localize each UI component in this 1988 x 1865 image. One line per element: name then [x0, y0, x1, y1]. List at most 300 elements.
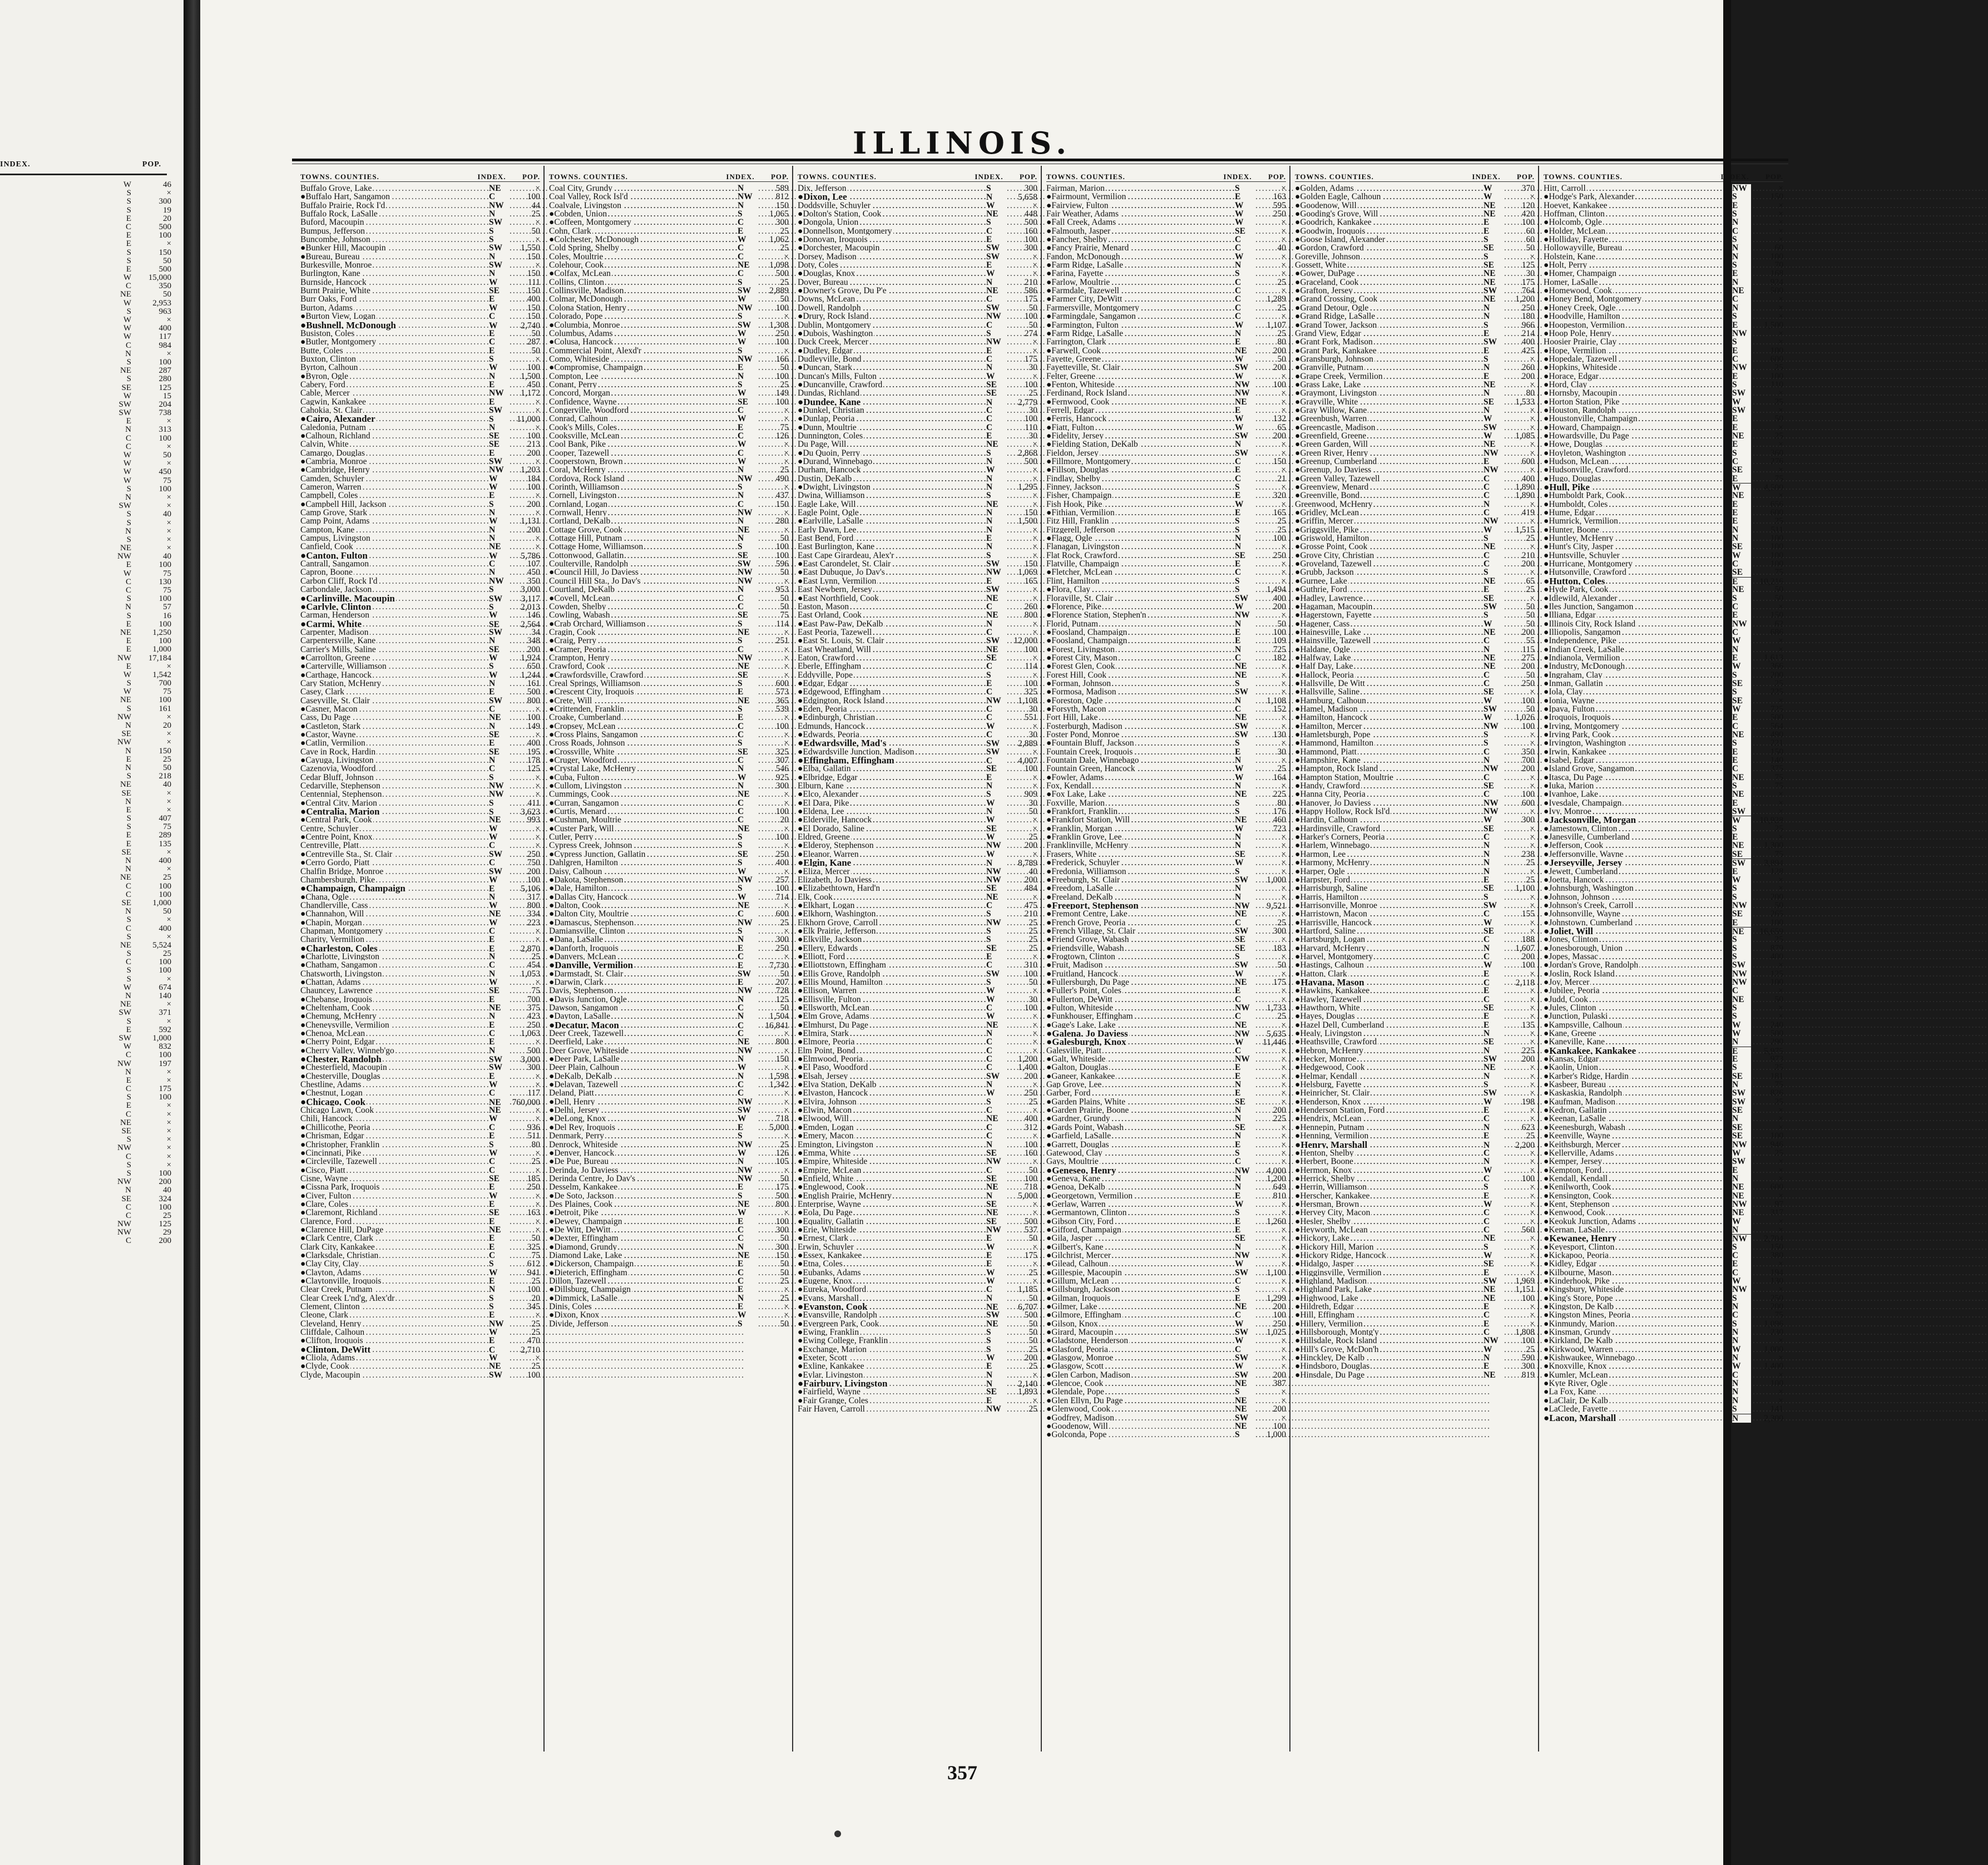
town-county: ●Ivanhoe, Lake [1544, 790, 1599, 799]
town-county: ●East Paw-Paw, DeKalb [798, 619, 884, 629]
town-entry [798, 432, 1037, 440]
town-index: E [1483, 1192, 1502, 1200]
town-entry [1295, 671, 1535, 679]
town-county: ●Fox Lake, Lake [1046, 790, 1107, 799]
town-column [1538, 166, 1787, 1751]
left-page-row [0, 950, 171, 958]
town-cell [798, 491, 986, 500]
town-population: × [1502, 995, 1535, 1004]
town-population: × [508, 935, 540, 944]
town-index: E [1483, 970, 1502, 978]
town-entry [549, 585, 789, 594]
town-population: × [1005, 338, 1037, 346]
town-cell [1046, 389, 1235, 397]
town-entry [1046, 389, 1286, 397]
town-entry [1544, 671, 1783, 679]
town-county: East Cape Girardeau, Alex'r [798, 551, 895, 560]
town-population: × [1254, 1251, 1286, 1260]
town-cell [798, 790, 986, 798]
town-entry [798, 1320, 1037, 1328]
town-county: ●Homer, Champaign [1544, 269, 1618, 278]
left-page-row [0, 1186, 171, 1195]
town-county: ●Exeter, Scott [798, 1353, 848, 1363]
left-page-row [0, 620, 171, 629]
town-population: × [1005, 440, 1037, 448]
town-cell [1046, 1098, 1235, 1106]
town-index: S [1235, 577, 1254, 585]
left-page-index: C [98, 1203, 138, 1212]
town-entry [1295, 1269, 1535, 1277]
town-cell [1544, 790, 1732, 798]
town-population: × [1502, 919, 1535, 927]
town-entry [798, 1285, 1037, 1294]
town-county: ●Frederick, Schuyler [1046, 858, 1121, 867]
town-cell [798, 1183, 986, 1191]
town-entry [1544, 748, 1783, 756]
town-population: 100 [1005, 415, 1037, 423]
town-index: NW [738, 919, 756, 927]
town-index: E [986, 1251, 1005, 1260]
town-population: 5,106 [508, 885, 540, 893]
town-index: N [738, 1243, 756, 1251]
town-county: Fountain Green, Hancock [1046, 764, 1136, 773]
left-page-index: E [98, 561, 138, 569]
town-cell [300, 1226, 489, 1234]
town-county: ●Fruitland, Hancock [1046, 969, 1119, 979]
town-county: ●Channahon, Will [300, 909, 365, 919]
town-cell [300, 440, 489, 448]
town-entry [1046, 329, 1286, 338]
town-entry [798, 1226, 1037, 1234]
town-index: SW [986, 1072, 1005, 1080]
town-county: ●Fullersburgh, Du Page [1046, 978, 1130, 987]
town-population: 25 [1005, 1098, 1037, 1106]
town-cell [1544, 679, 1732, 688]
town-index: SW [1483, 705, 1502, 713]
town-population: × [508, 509, 540, 517]
town-county: Byrton, Calhoun [300, 363, 359, 372]
town-population: 375 [508, 1004, 540, 1012]
town-entry [1046, 253, 1286, 261]
town-cell [1046, 688, 1235, 696]
town-entry [1544, 1269, 1783, 1277]
town-county: Cisne, Wayne [300, 1174, 349, 1183]
left-page-index: SW [98, 502, 138, 510]
town-index: N [986, 483, 1005, 491]
town-county: ●Chemung, McHenry [300, 1012, 378, 1021]
town-entry [549, 986, 789, 995]
town-entry [300, 551, 540, 560]
town-cell [798, 1200, 986, 1208]
town-index: E [1483, 457, 1502, 466]
left-page-index: N [98, 426, 138, 434]
town-county: Colorado, Pope [549, 312, 604, 321]
town-cell [300, 1183, 489, 1191]
left-page-row [0, 958, 171, 966]
town-index: W [1483, 713, 1502, 722]
town-cell [549, 269, 738, 278]
town-index: C [489, 1346, 508, 1354]
town-county: ●Custer Park, Will [549, 824, 615, 833]
town-entry [549, 398, 789, 406]
town-county: ●Dale, Hamilton [549, 884, 609, 893]
town-population: × [1005, 953, 1037, 961]
town-entry [1544, 269, 1783, 278]
town-index: E [1732, 500, 1751, 509]
town-population: × [1751, 423, 1783, 432]
town-county: ●Hurricane, Montgomery [1544, 559, 1634, 569]
town-population: 128 [1751, 867, 1783, 876]
town-county: ●Harrisville, Hancock [1295, 918, 1373, 927]
town-index: E [1732, 799, 1751, 807]
town-county: ●Iroquois, Iroquois [1544, 713, 1611, 722]
town-entry [1295, 193, 1535, 201]
left-page-pop: 738 [138, 409, 171, 417]
town-cell [300, 722, 489, 731]
town-county: ●Hudson, McLean [1544, 457, 1610, 466]
town-county: ●Emma, White [798, 1148, 852, 1158]
town-index: C [738, 910, 756, 918]
town-county: Cleone, Clark [300, 1310, 349, 1320]
town-entry [798, 1336, 1037, 1345]
town-cell [300, 526, 489, 534]
town-cell [1295, 859, 1483, 867]
town-cell [549, 1175, 738, 1183]
town-county: Crawford, Cook [549, 662, 606, 671]
town-index: NE [1235, 1021, 1254, 1029]
town-population: × [756, 1063, 789, 1072]
left-page-row [0, 215, 171, 223]
town-population: 300 [1502, 1362, 1535, 1370]
town-county: ●French Grove, Peoria [1046, 918, 1126, 927]
town-cell [1295, 269, 1483, 278]
town-index: S [1235, 184, 1254, 193]
town-county: ●Foosland, Champaign [1046, 636, 1128, 645]
town-entry [549, 1175, 789, 1183]
town-county: ●Chapin, Morgan [300, 918, 363, 927]
town-population: 100 [1751, 560, 1783, 568]
town-county: ●Chebanse, Iroquois [300, 995, 373, 1004]
town-county: ●Dalton City, Moultrie [549, 909, 630, 919]
town-county: ●Hagaman, Macoupin [1295, 602, 1373, 611]
town-county: ●Kellerville, Adams [1544, 1148, 1615, 1158]
left-page-pop: 371 [138, 1009, 171, 1017]
town-population: × [1751, 1106, 1783, 1114]
town-population: 623 [1502, 1123, 1535, 1132]
town-entry [1544, 253, 1783, 261]
town-county: Easton, Mason [798, 602, 850, 611]
town-entry [1295, 577, 1535, 585]
town-cell [798, 304, 986, 312]
town-index: SW [1483, 423, 1502, 432]
town-population: 686 [1751, 628, 1783, 637]
town-entry [300, 304, 540, 312]
town-population: × [756, 628, 789, 637]
left-page-row [0, 1127, 171, 1136]
town-entry [300, 850, 540, 859]
town-index: S [1732, 1320, 1751, 1328]
town-county: ●Freedom, LaSalle [1046, 884, 1114, 893]
town-population: 50 [756, 1260, 789, 1268]
town-cell [300, 1217, 489, 1226]
town-population: 75 [508, 986, 540, 995]
town-cell [1046, 1362, 1235, 1370]
town-cell [549, 986, 738, 995]
town-index: N [1235, 542, 1254, 551]
town-cell [798, 1208, 986, 1217]
town-entry [1544, 551, 1783, 560]
town-cell [1046, 1269, 1235, 1277]
left-page-index: C [98, 342, 138, 350]
town-population: 420 [1502, 210, 1535, 218]
town-cell [549, 475, 738, 483]
town-county: ●Hutsonville, Crawford [1544, 568, 1628, 577]
town-county: ●Hartsburgh, Logan [1295, 935, 1366, 944]
town-population: 181 [1751, 1072, 1783, 1080]
town-cell [1295, 355, 1483, 363]
town-index: NW [738, 1175, 756, 1183]
town-index: NW [489, 790, 508, 798]
town-population: 188 [1502, 935, 1535, 944]
town-county: Campus, Livingston [300, 534, 372, 543]
town-county: Clement, Clinton [300, 1302, 361, 1311]
town-cell [1544, 329, 1732, 338]
town-population: × [1254, 1021, 1286, 1029]
left-page-index: NE [98, 781, 138, 789]
left-page-index: NW [98, 654, 138, 663]
town-population: 484 [1005, 884, 1037, 892]
town-index: C [986, 227, 1005, 235]
town-county: ●LaClede, Fayette [1544, 1404, 1609, 1414]
town-cell [300, 1243, 489, 1251]
town-population: × [1005, 1277, 1037, 1285]
town-county: Coal Valley, Rock Isl'd [549, 192, 629, 201]
town-cell [1295, 825, 1483, 833]
town-county: ●Goodenow, Will [1046, 1422, 1109, 1431]
town-population: 551 [1005, 713, 1037, 722]
town-county: Croake, Cumberland [549, 713, 622, 722]
town-county: ●Elizabethtown, Hard'n [798, 884, 881, 893]
town-index: SE [1483, 927, 1502, 935]
town-cell [1046, 859, 1235, 867]
town-index: N [1483, 1029, 1502, 1038]
town-population: 600 [1751, 509, 1783, 517]
town-county: ●Chana, Ogle [300, 892, 350, 902]
town-index: W [738, 1208, 756, 1217]
left-page-pop: 17,184 [138, 654, 171, 663]
town-population: × [1502, 449, 1535, 457]
town-entry [1295, 423, 1535, 432]
town-county: Clyde, Macoupin [300, 1370, 362, 1380]
town-population: 500 [1005, 1217, 1037, 1226]
town-cell [549, 355, 738, 363]
town-cell [549, 978, 738, 986]
town-index: N [986, 1294, 1005, 1302]
town-county: Cliffdale, Calhoun [300, 1328, 365, 1337]
town-county: Cleveland, Henry [300, 1319, 362, 1329]
town-population: 175 [1254, 978, 1286, 986]
town-population: × [1502, 1080, 1535, 1089]
town-entry [798, 1123, 1037, 1132]
left-page-index: E [98, 1102, 138, 1110]
town-county: ●Harristown, Macon [1295, 909, 1368, 919]
town-county: ●Grant Fork, Madison [1295, 337, 1374, 347]
town-entry [549, 526, 789, 534]
town-cell [549, 705, 738, 713]
town-county: ●Ionia, Wayne [1544, 696, 1595, 705]
town-county: ●Del Rey, Iroquois [549, 1123, 616, 1132]
town-population: × [1254, 611, 1286, 619]
town-index: W [1483, 919, 1502, 927]
left-page-index: N [98, 907, 138, 916]
town-entry [300, 475, 540, 483]
town-entry [300, 790, 540, 798]
town-population: 50 [1502, 244, 1535, 252]
town-population: 25 [756, 1294, 789, 1302]
town-cell [1544, 1149, 1732, 1157]
town-population: 600 [1751, 1183, 1783, 1191]
town-index: E [1235, 637, 1254, 645]
town-population: × [1751, 312, 1783, 320]
left-page-index: W [98, 333, 138, 341]
town-population: × [1005, 526, 1037, 534]
town-entry [1544, 654, 1783, 662]
town-county: Eldred, Greene [798, 832, 851, 842]
town-county: ●Eola, Du Page [798, 1208, 853, 1217]
left-page-row [0, 790, 171, 798]
town-county: ●Griswold, Hamilton [1295, 534, 1370, 543]
town-county: Ferrell, Edgar [1046, 406, 1095, 415]
town-population: × [1005, 1106, 1037, 1114]
town-county: ●Jerseyville, Jersey [1544, 857, 1624, 868]
town-county: Crampton, Henry [549, 653, 610, 663]
town-index: W [1235, 253, 1254, 261]
town-index: S [489, 662, 508, 670]
town-entry [1295, 1149, 1535, 1157]
town-index: W [986, 986, 1005, 995]
town-population: × [1005, 1038, 1037, 1046]
town-entry [1295, 679, 1535, 688]
left-page-index: S [98, 1018, 138, 1026]
town-county: Capron, Boone [300, 568, 354, 577]
town-population: 200 [1502, 628, 1535, 637]
town-county: ●Freeland, DeKalb [1046, 892, 1114, 902]
town-cell [300, 432, 489, 440]
town-cell [300, 850, 489, 859]
town-index: W [738, 1063, 756, 1072]
town-entry [300, 884, 540, 892]
town-entry [300, 440, 540, 448]
town-index: C [1732, 1311, 1751, 1319]
town-index: E [1732, 748, 1751, 756]
town-county: ●Butler, Montgomery [300, 337, 377, 347]
town-county: ●Fairmount, Vermilion [1046, 192, 1127, 201]
town-county: Flint, Hamilton [1046, 576, 1101, 586]
town-index: S [738, 347, 756, 355]
town-entry [798, 679, 1037, 688]
town-entry [549, 1089, 789, 1097]
town-population: 300 [756, 218, 789, 226]
town-population: 250 [1005, 1089, 1037, 1097]
town-cell [1046, 1012, 1235, 1020]
town-population: 511 [1751, 526, 1783, 534]
town-county: ●Evans, Marshall [798, 1294, 860, 1303]
town-population: 1,151 [1502, 1285, 1535, 1294]
town-index: W [1732, 1345, 1751, 1354]
town-population: × [1502, 867, 1535, 876]
town-entry [300, 986, 540, 995]
town-population: 163 [1254, 193, 1286, 201]
town-county: Eagle Lake, Will [798, 500, 857, 509]
town-entry [798, 269, 1037, 278]
town-population: × [1502, 1114, 1535, 1123]
town-entry [1295, 893, 1535, 901]
town-county: Downs, McLean [798, 294, 856, 304]
left-page-row [0, 1136, 171, 1144]
town-entry [798, 355, 1037, 363]
town-population: 2,710 [508, 1346, 540, 1354]
left-page-index: SE [98, 899, 138, 907]
town-entry [1046, 841, 1286, 850]
left-page-index: S [98, 206, 138, 215]
header-pop: POP. [511, 172, 540, 181]
town-cell [549, 867, 738, 876]
town-population: 126 [756, 432, 789, 440]
town-population: × [1005, 748, 1037, 756]
town-index: S [489, 1302, 508, 1311]
town-cell [1046, 193, 1235, 201]
left-page-row [0, 882, 171, 891]
town-population: 511 [508, 1132, 540, 1140]
town-population: 65 [1254, 423, 1286, 432]
town-entry [1046, 1234, 1286, 1242]
town-county: ●Hornsby, Macoupin [1544, 388, 1618, 398]
town-county: Buffalo Grove, Lake [300, 184, 373, 193]
town-population: 1,342 [756, 1080, 789, 1089]
left-page-pop: 29 [138, 1228, 171, 1237]
town-county: ●Flora, Clay [1046, 585, 1091, 594]
town-population: × [1005, 261, 1037, 269]
left-page-pop: × [138, 1077, 171, 1085]
left-page-row [0, 570, 171, 578]
left-page-pop: 400 [138, 857, 171, 865]
town-entry [798, 440, 1037, 448]
town-cell [300, 1320, 489, 1328]
town-population: 300 [756, 782, 789, 790]
town-cell [1544, 1114, 1732, 1123]
town-index: E [489, 1311, 508, 1319]
town-entry [300, 432, 540, 440]
town-index: N [1235, 756, 1254, 764]
town-cell [1046, 1285, 1235, 1294]
town-population: 250 [1502, 679, 1535, 688]
town-population: 941 [508, 1269, 540, 1277]
town-county: Elkhorn Grove, Carroll [798, 918, 879, 927]
town-cell [1295, 876, 1483, 884]
town-entry [1544, 722, 1783, 731]
town-index: S [1483, 1243, 1502, 1251]
town-cell [798, 329, 986, 338]
town-index: C [489, 312, 508, 320]
town-index: NW [986, 1405, 1005, 1413]
town-index: NE [986, 645, 1005, 654]
town-index: N [738, 1157, 756, 1166]
town-entry [300, 679, 540, 688]
town-population: × [508, 790, 540, 798]
town-county: ●Gladstone, Henderson [1046, 1336, 1129, 1345]
town-population: × [1502, 406, 1535, 415]
town-entry [1544, 697, 1783, 705]
